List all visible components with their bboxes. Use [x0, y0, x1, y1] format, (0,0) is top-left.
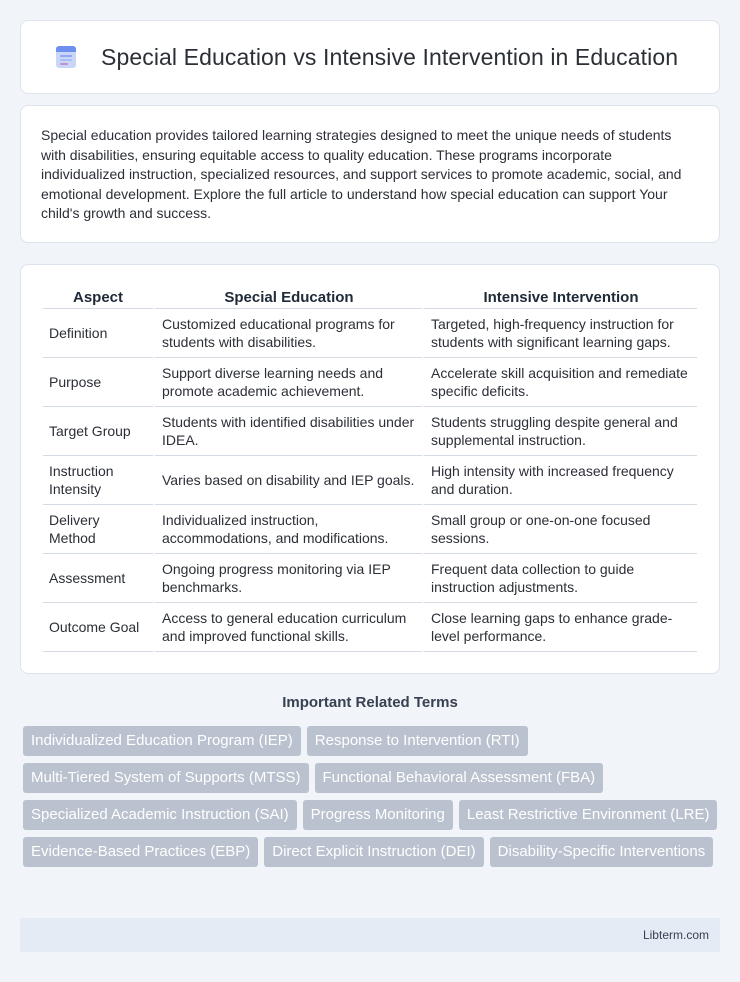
aspect-cell: Assessment: [43, 554, 153, 603]
related-terms-title: Important Related Terms: [282, 694, 458, 711]
term-tag-ebp[interactable]: Evidence-Based Practices (EBP): [23, 837, 258, 867]
related-terms-list: [23, 726, 723, 867]
term-tag-mtss[interactable]: Multi-Tiered System of Supports (MTSS): [23, 763, 309, 793]
special-education-cell: Varies based on disability and IEP goals.: [153, 456, 422, 505]
table-row: [43, 407, 697, 456]
header-aspect: Aspect: [43, 285, 153, 309]
header-card: [20, 20, 720, 94]
special-education-cell: Students with identified disabilities under IDEA.: [153, 407, 422, 456]
table-row: [43, 309, 697, 358]
term-tag-rti[interactable]: Response to Intervention (RTI): [307, 726, 528, 756]
term-tag-disability-specific[interactable]: Disability-Specific Interventions: [490, 837, 714, 867]
aspect-cell: Target Group: [43, 407, 153, 456]
intensive-intervention-cell: Small group or one-on-one focused sessions.: [422, 505, 697, 554]
term-tag-iep[interactable]: Individualized Education Program (IEP): [23, 726, 301, 756]
term-tag-dei[interactable]: Direct Explicit Instruction (DEI): [264, 837, 483, 867]
table-header-row: [43, 285, 697, 309]
table-row: [43, 456, 697, 505]
aspect-cell: Delivery Method: [43, 505, 153, 554]
intensive-intervention-cell: Close learning gaps to enhance grade-level performance.: [422, 603, 697, 652]
table-row: [43, 505, 697, 554]
intensive-intervention-cell: Targeted, high-frequency instruction for students with significant learning gaps.: [422, 309, 697, 358]
aspect-cell: Purpose: [43, 358, 153, 407]
intensive-intervention-cell: Accelerate skill acquisition and remediate specific deficits.: [422, 358, 697, 407]
table-row: [43, 358, 697, 407]
table-row: [43, 554, 697, 603]
intro-card: [20, 105, 720, 243]
term-tag-lre[interactable]: Least Restrictive Environment (LRE): [459, 800, 718, 830]
special-education-cell: Ongoing progress monitoring via IEP benchmarks.: [153, 554, 422, 603]
term-tag-sai[interactable]: Specialized Academic Instruction (SAI): [23, 800, 297, 830]
special-education-cell: Access to general education curriculum and improved functional skills.: [153, 603, 422, 652]
footer-site-link[interactable]: Libterm.com: [642, 928, 709, 942]
intensive-intervention-cell: High intensity with increased frequency and duration.: [422, 456, 697, 505]
special-education-cell: Customized educational programs for students with disabilities.: [153, 309, 422, 358]
document-icon: [53, 44, 79, 70]
page-title: Special Education vs Intensive Intervention in Education: [101, 43, 679, 70]
comparison-card: [20, 264, 720, 674]
header-special-education: Special Education: [153, 285, 422, 309]
comparison-table: [43, 285, 697, 652]
aspect-cell: Instruction Intensity: [43, 456, 153, 505]
special-education-cell: Support diverse learning needs and promote academic achievement.: [153, 358, 422, 407]
footer: [20, 918, 720, 952]
intensive-intervention-cell: Frequent data collection to guide instruction adjustments.: [422, 554, 697, 603]
intensive-intervention-cell: Students struggling despite general and supplemental instruction.: [422, 407, 697, 456]
aspect-cell: Definition: [43, 309, 153, 358]
term-tag-progress-monitoring[interactable]: Progress Monitoring: [303, 800, 453, 830]
intro-paragraph: Special education provides tailored learning strategies designed to meet the unique needs of students with disabilities, ensuring equitable access to quality education. These programs incorporate individualized instruction, specialized resources, and support services to promote academic, social, and emotional development. Explore the full article to understand how special education can support Your child's growth and success.: [41, 127, 682, 222]
term-tag-fba[interactable]: Functional Behavioral Assessment (FBA): [315, 763, 604, 793]
table-row: [43, 603, 697, 652]
special-education-cell: Individualized instruction, accommodations, and modifications.: [153, 505, 422, 554]
header-intensive-intervention: Intensive Intervention: [422, 285, 697, 309]
aspect-cell: Outcome Goal: [43, 603, 153, 652]
